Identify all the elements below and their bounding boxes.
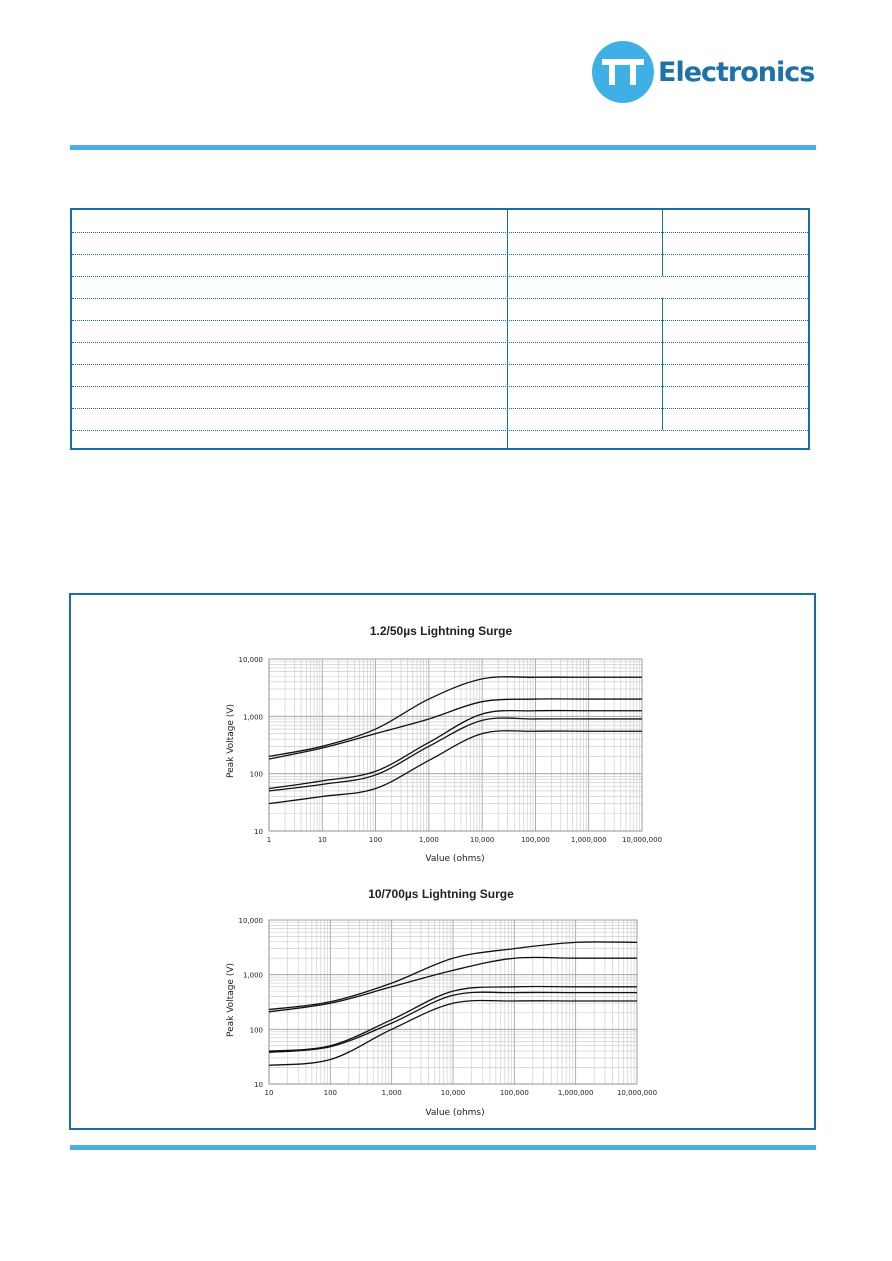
chart-1-y-ticks [239, 656, 264, 836]
chart-2-title: 10/700µs Lightning Surge [368, 887, 514, 901]
table-row [72, 298, 808, 321]
y-tick-label: 1,000 [242, 713, 263, 722]
x-tick-label: 1,000,000 [570, 836, 607, 844]
table-divider [507, 210, 508, 450]
chart-panel [69, 593, 816, 1130]
table-row [72, 408, 808, 431]
x-tick-label: 100,000 [520, 836, 550, 844]
table-row [72, 276, 808, 299]
footer-rule [70, 1145, 816, 1150]
y-tick-label: 100 [249, 770, 263, 779]
chart-1-title: 1.2/50µs Lightning Surge [369, 624, 513, 638]
x-tick-label: 10,000,000 [616, 1089, 658, 1097]
chart-2-grid [269, 920, 637, 1084]
tt-electronics-logo [592, 40, 814, 104]
x-tick-label: 10 [264, 1089, 274, 1097]
chart-2-x-label: Value (ohms) [425, 1108, 485, 1118]
x-tick-label: 1 [266, 836, 272, 844]
x-tick-label: 100,000 [499, 1089, 529, 1097]
y-tick-label: 10 [254, 828, 263, 836]
x-tick-label: 10,000 [469, 836, 495, 844]
y-tick-label: 10,000 [238, 656, 263, 664]
table-divider [662, 298, 663, 430]
chart-1-x-ticks [267, 836, 662, 844]
table-row [72, 320, 808, 343]
tt-logo-mark [592, 41, 654, 103]
table-row [72, 210, 808, 233]
x-tick-label: 100 [368, 836, 383, 844]
x-tick-label: 1,000 [418, 836, 439, 844]
y-tick-label: 10,000 [238, 917, 263, 925]
table-row [72, 232, 808, 255]
chart-2 [226, 887, 657, 1118]
header-rule [70, 145, 816, 150]
x-tick-label: 10,000 [440, 1089, 466, 1097]
chart-2-x-ticks [265, 1089, 658, 1097]
logo-wordmark: Electronics [658, 56, 815, 88]
x-tick-label: 1,000 [381, 1089, 402, 1097]
y-tick-label: 1,000 [242, 971, 263, 980]
x-tick-label: 100 [323, 1089, 338, 1097]
y-tick-label: 100 [249, 1026, 263, 1035]
table-row [72, 386, 808, 409]
chart-2-y-ticks [239, 917, 264, 1089]
chart-1-x-label: Value (ohms) [425, 854, 485, 864]
chart-1 [226, 624, 662, 864]
x-tick-label: 10 [317, 836, 327, 844]
surge-charts [71, 595, 814, 1128]
chart-1-y-label: Peak Voltage (V) [226, 703, 236, 779]
table-row [72, 364, 808, 387]
spec-table [70, 208, 810, 450]
chart-2-y-label: Peak Voltage (V) [226, 962, 236, 1038]
x-tick-label: 10,000,000 [621, 836, 663, 844]
table-divider [662, 210, 663, 276]
table-row [72, 254, 808, 277]
table-row [72, 342, 808, 365]
x-tick-label: 1,000,000 [557, 1089, 594, 1097]
y-tick-label: 10 [254, 1081, 263, 1089]
